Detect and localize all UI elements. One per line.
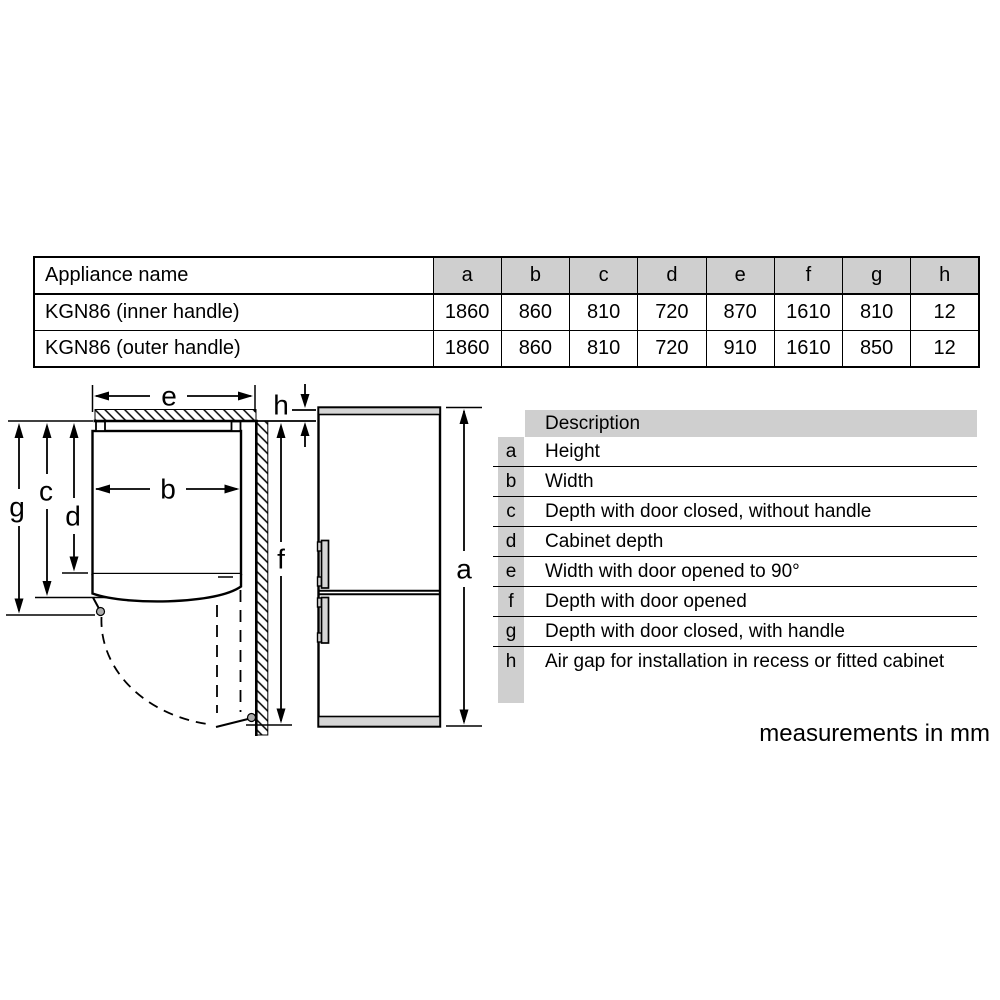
dim-key: h [498, 647, 524, 676]
wall-right-hatching [256, 421, 268, 735]
dim-key: d [498, 527, 524, 556]
value-cell: 860 [501, 294, 569, 331]
appliance-body [319, 408, 441, 727]
description-header-label: Description [545, 413, 641, 434]
dim-description: Air gap for installation in recess or fitted cabinet [545, 651, 945, 672]
door-closed-top-view [93, 574, 242, 601]
dim-key: c [498, 497, 524, 526]
label-d: d [65, 500, 81, 532]
hinge-block-right [232, 422, 241, 432]
value-cell: 1860 [433, 331, 501, 368]
value-cell: 850 [843, 331, 911, 368]
description-row-g [493, 617, 977, 647]
dim-description: Depth with door opened [545, 591, 747, 612]
dim-description: Height [545, 441, 600, 462]
model-name: KGN86 (outer handle) [34, 331, 433, 368]
dim-key: b [498, 467, 524, 496]
appliance-top-cap [319, 408, 441, 415]
value-cell: 910 [706, 331, 774, 368]
value-cell: 720 [638, 294, 706, 331]
measurements-note: measurements in mm [759, 720, 990, 747]
value-cell: 810 [570, 331, 638, 368]
dim-description: Depth with door closed, with handle [545, 621, 845, 642]
door-handle-closed-marker [97, 608, 105, 616]
label-h: h [273, 389, 289, 421]
col-header-h: h [911, 257, 979, 294]
value-cell: 720 [638, 331, 706, 368]
description-row-b [493, 467, 977, 497]
value-cell: 1860 [433, 294, 501, 331]
label-e: e [161, 380, 177, 412]
plan-view [6, 381, 316, 737]
description-row-f [493, 587, 977, 617]
value-cell: 810 [843, 294, 911, 331]
dimensions-table [33, 256, 980, 368]
door-handle-open-marker [248, 714, 256, 722]
col-header-g: g [843, 257, 911, 294]
model-name: KGN86 (inner handle) [34, 294, 433, 331]
value-cell: 1610 [774, 294, 842, 331]
value-cell: 810 [570, 294, 638, 331]
value-cell: 12 [911, 294, 979, 331]
description-row-h [493, 647, 977, 676]
table-row [34, 294, 979, 331]
dimension-a [446, 408, 482, 727]
value-cell: 12 [911, 331, 979, 368]
key-column-tail [498, 676, 524, 703]
description-header-row [493, 410, 977, 437]
dimension-c [39, 423, 53, 596]
description-row-a [493, 437, 977, 467]
col-header-d: d [638, 257, 706, 294]
col-header-b: b [501, 257, 569, 294]
dimension-e [93, 381, 256, 413]
description-table [493, 410, 977, 676]
dim-description: Width with door opened to 90° [545, 561, 800, 582]
value-cell: 1610 [774, 331, 842, 368]
value-cell: 870 [706, 294, 774, 331]
installation-diagram [0, 378, 500, 750]
label-g: g [9, 491, 25, 523]
value-cell: 860 [501, 331, 569, 368]
appliance-bottom-cap [319, 717, 441, 727]
description-row-d [493, 527, 977, 557]
label-b: b [160, 473, 176, 505]
dimension-d [65, 423, 81, 572]
dim-key: e [498, 557, 524, 586]
col-header-c: c [570, 257, 638, 294]
hinge-block-left [96, 422, 105, 432]
dim-description: Width [545, 471, 594, 492]
table-row [34, 331, 979, 368]
dim-key: a [498, 437, 524, 466]
appliance-name-header: Appliance name [34, 257, 433, 294]
label-f: f [277, 543, 285, 575]
col-header-e: e [706, 257, 774, 294]
col-header-f: f [774, 257, 842, 294]
dim-key: g [498, 617, 524, 646]
label-a: a [456, 553, 472, 585]
description-row-c [493, 497, 977, 527]
dim-description: Cabinet depth [545, 531, 664, 552]
dim-description: Depth with door closed, without handle [545, 501, 872, 522]
dimension-g [9, 423, 25, 614]
dimension-f [277, 423, 286, 724]
door-swing-arc [101, 617, 207, 724]
label-c: c [39, 475, 53, 507]
side-view [318, 408, 483, 727]
description-row-e [493, 557, 977, 587]
dim-key: f [498, 587, 524, 616]
col-header-a: a [433, 257, 501, 294]
